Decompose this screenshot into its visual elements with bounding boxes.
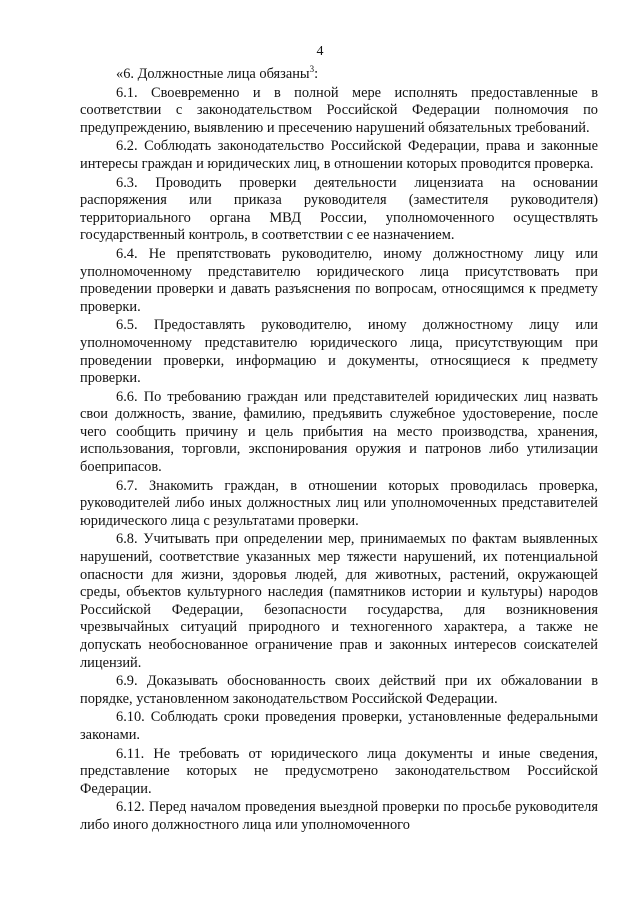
item-text: Своевременно и в полной мере исполнять предоставленные в соответствии с законодательством Российской Федерации полномочия по предупреждению, выявлению и пресечению нарушений обязательных требований. xyxy=(80,84,598,136)
item-number: 6.8. xyxy=(116,531,138,548)
footnote-marker: 3 xyxy=(309,64,315,75)
list-item xyxy=(80,175,598,245)
list-item xyxy=(80,531,598,672)
document-body xyxy=(80,66,598,836)
item-number: 6.11. xyxy=(116,745,145,762)
list-item xyxy=(80,746,598,799)
list-item xyxy=(80,709,598,744)
item-text: Учитывать при определении мер, принимаемых по фактам выявленных нарушений, соответствие указанных мер тяжести нарушений, их потенциальной опасности для жизни, здоровья людей, для животных, растений, окружающей среды, объектов культурного наследия (памятников истории и культуры) народов Российской Федерации, безопасности государства, для возникновения чрезвычайных ситуаций природного и техногенного характера, а также не допускать необоснованное ограничение прав и законных интересов соискателей лицензий. xyxy=(80,531,598,671)
list-item xyxy=(80,389,598,477)
item-number: 6.9. xyxy=(116,673,138,690)
list-item xyxy=(80,317,598,387)
item-text: Предоставлять руководителю, иному должностному лицу или уполномоченному представителю юридического лица, присутствующим при проведении проверки, информацию и документы, относящиеся к предмету проверки. xyxy=(80,317,598,387)
list-item xyxy=(80,246,598,316)
item-text: По требованию граждан или представителей юридических лиц назвать свои должность, звание, фамилию, предъявить служебное удостоверение, после чего сообщить причину и цель прибытия на место производства, хранения, использования, торговли, экспонирования оружия и патронов либо утилизации боеприпасов. xyxy=(80,388,598,476)
item-number: 6.3. xyxy=(116,174,138,191)
section-heading-suffix: : xyxy=(314,66,319,82)
item-text: Знакомить граждан, в отношении которых проводилась проверка, руководителей либо иных должностных лиц или уполномоченных представителей юридического лица с результатами проверки. xyxy=(80,477,598,529)
item-number: 6.12. xyxy=(116,799,145,816)
item-text: Не требовать от юридического лица документы и иные сведения, представление которых не предусмотрено законодательством Российской Федерации. xyxy=(80,745,598,797)
section-heading xyxy=(80,66,598,84)
item-text: Проводить проверки деятельности лицензиата на основании распоряжения или приказа руководителя (заместителя руководителя) территориального органа МВД России, уполномоченного осуществлять государственный контроль, в соответствии с ее назначением. xyxy=(80,174,598,244)
item-text: Соблюдать сроки проведения проверки, установленные федеральными законами. xyxy=(80,709,598,743)
item-number: 6.4. xyxy=(116,245,138,262)
item-number: 6.7. xyxy=(116,477,138,494)
item-text: Не препятствовать руководителю, иному должностному лицу или уполномоченному представителю юридического лица присутствовать при проведении проверки и давать разъяснения по вопросам, относящимся к предмету проверки. xyxy=(80,245,598,315)
list-item xyxy=(80,478,598,531)
item-number: 6.6. xyxy=(116,388,138,405)
item-number: 6.1. xyxy=(116,84,138,101)
list-item xyxy=(80,799,598,834)
list-item xyxy=(80,673,598,708)
item-text: Перед началом проведения выездной проверки по просьбе руководителя либо иного должностного лица или уполномоченного xyxy=(80,799,598,833)
item-number: 6.10. xyxy=(116,709,145,726)
section-heading-text: «6. Должностные лица обязаны xyxy=(116,66,310,82)
list-item xyxy=(80,138,598,173)
item-number: 6.5. xyxy=(116,317,138,334)
item-text: Соблюдать законодательство Российской Федерации, права и законные интересы граждан и юридических лиц, в отношении которых проводится проверка. xyxy=(80,138,598,172)
item-text: Доказывать обоснованность своих действий при их обжаловании в порядке, установленном законодательством Российской Федерации. xyxy=(80,673,598,707)
page-number: 4 xyxy=(316,44,324,59)
item-number: 6.2. xyxy=(116,138,138,155)
list-item xyxy=(80,85,598,138)
